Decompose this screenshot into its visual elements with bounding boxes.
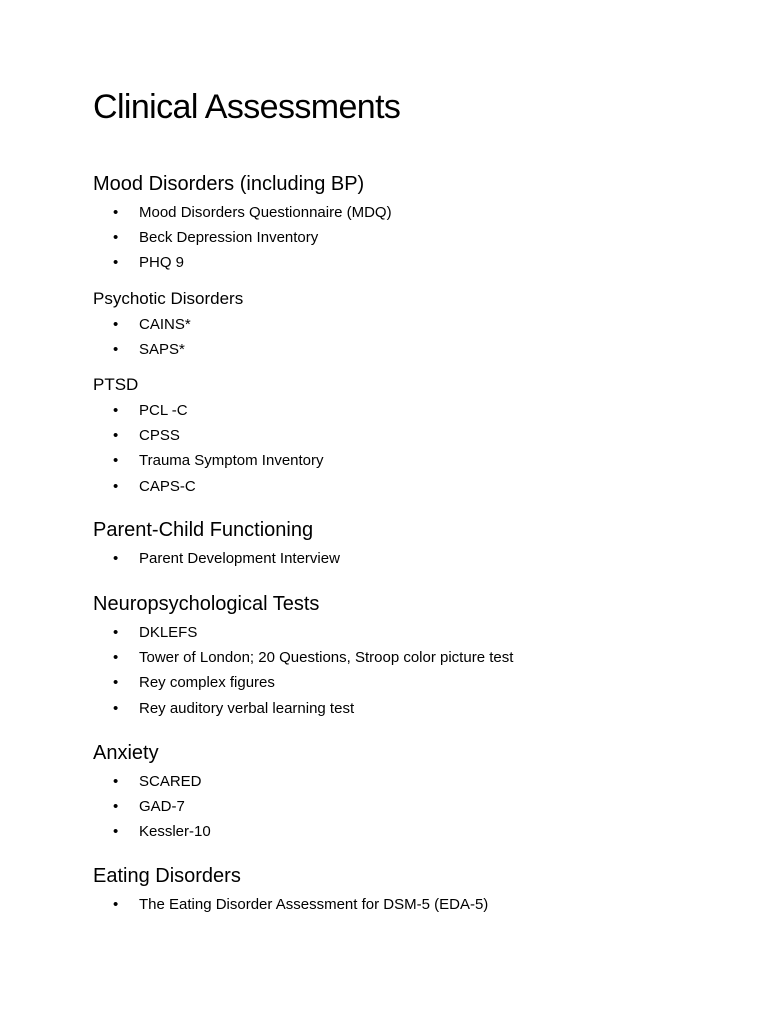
item-label: Beck Depression Inventory — [139, 229, 319, 247]
list-item — [93, 670, 733, 695]
list-item — [93, 448, 733, 473]
bullet-icon: • — [113, 549, 119, 567]
list-item — [93, 819, 733, 844]
item-label: PCL -C — [139, 402, 188, 420]
document-page — [93, 86, 733, 918]
bullet-icon: • — [113, 477, 119, 495]
section-neuropsychological-tests — [93, 591, 733, 721]
bullet-icon: • — [113, 340, 119, 358]
list-item — [93, 546, 733, 571]
item-list — [93, 892, 733, 917]
item-label: PHQ 9 — [139, 254, 185, 272]
item-list — [93, 200, 733, 276]
item-list — [93, 546, 733, 571]
section-ptsd — [93, 372, 733, 499]
section-heading: Parent-Child Functioning — [93, 518, 314, 541]
item-label: Mood Disorders Questionnaire (MDQ) — [139, 204, 392, 221]
list-item — [93, 645, 733, 670]
item-label: DKLEFS — [139, 624, 198, 642]
item-label: Kessler-10 — [139, 823, 211, 841]
section-heading: Neuropsychological Tests — [93, 593, 320, 616]
bullet-icon: • — [113, 699, 119, 717]
section-mood-disorders — [93, 171, 733, 276]
list-item — [93, 892, 733, 917]
section-parent-child-functioning — [93, 517, 733, 571]
list-item — [93, 423, 733, 448]
bullet-icon: • — [113, 452, 119, 470]
bullet-icon: • — [113, 823, 119, 841]
item-list — [93, 769, 733, 845]
section-psychotic-disorders — [93, 286, 733, 362]
bullet-icon: • — [113, 254, 119, 272]
bullet-icon: • — [113, 402, 119, 420]
list-item — [93, 794, 733, 819]
item-label: SAPS* — [139, 340, 185, 358]
section-heading: Anxiety — [93, 741, 159, 764]
section-heading: Psychotic Disorders — [93, 288, 244, 308]
section-heading: Eating Disorders — [93, 865, 241, 888]
item-list — [93, 620, 733, 721]
list-item — [93, 696, 733, 721]
item-label: The Eating Disorder Assessment for DSM-5 (EDA-5) — [139, 896, 489, 914]
item-label: Rey complex figures — [139, 674, 275, 692]
item-label: Tower of London; 20 Questions, Stroop color picture test — [139, 649, 514, 667]
list-item — [93, 250, 733, 275]
list-item — [93, 620, 733, 645]
item-label: CAINS* — [139, 315, 191, 333]
list-item — [93, 312, 733, 337]
bullet-icon: • — [113, 896, 119, 914]
bullet-icon: • — [113, 674, 119, 692]
list-item — [93, 225, 733, 250]
bullet-icon: • — [113, 427, 119, 445]
section-eating-disorders — [93, 863, 733, 917]
bullet-icon: • — [113, 315, 119, 333]
bullet-icon: • — [113, 624, 119, 642]
list-item — [93, 200, 733, 225]
bullet-icon: • — [113, 229, 119, 247]
list-item — [93, 337, 733, 362]
item-label: Parent Development Interview — [139, 549, 340, 567]
section-anxiety — [93, 740, 733, 845]
item-label: GAD-7 — [139, 798, 185, 816]
bullet-icon: • — [113, 772, 119, 790]
list-item — [93, 474, 733, 499]
item-list — [93, 398, 733, 499]
item-label: CAPS-C — [139, 477, 196, 495]
list-item — [93, 769, 733, 794]
bullet-icon: • — [113, 204, 119, 221]
item-list — [93, 312, 733, 362]
item-label: CPSS — [139, 427, 180, 445]
item-label: Trauma Symptom Inventory — [139, 452, 324, 470]
item-label: Rey auditory verbal learning test — [139, 699, 355, 717]
list-item — [93, 398, 733, 423]
bullet-icon: • — [113, 649, 119, 667]
section-heading: PTSD — [93, 375, 139, 395]
page-title: Clinical Assessments — [93, 88, 401, 126]
bullet-icon: • — [113, 798, 119, 816]
section-heading: Mood Disorders (including BP) — [93, 173, 365, 195]
item-label: SCARED — [139, 772, 202, 790]
